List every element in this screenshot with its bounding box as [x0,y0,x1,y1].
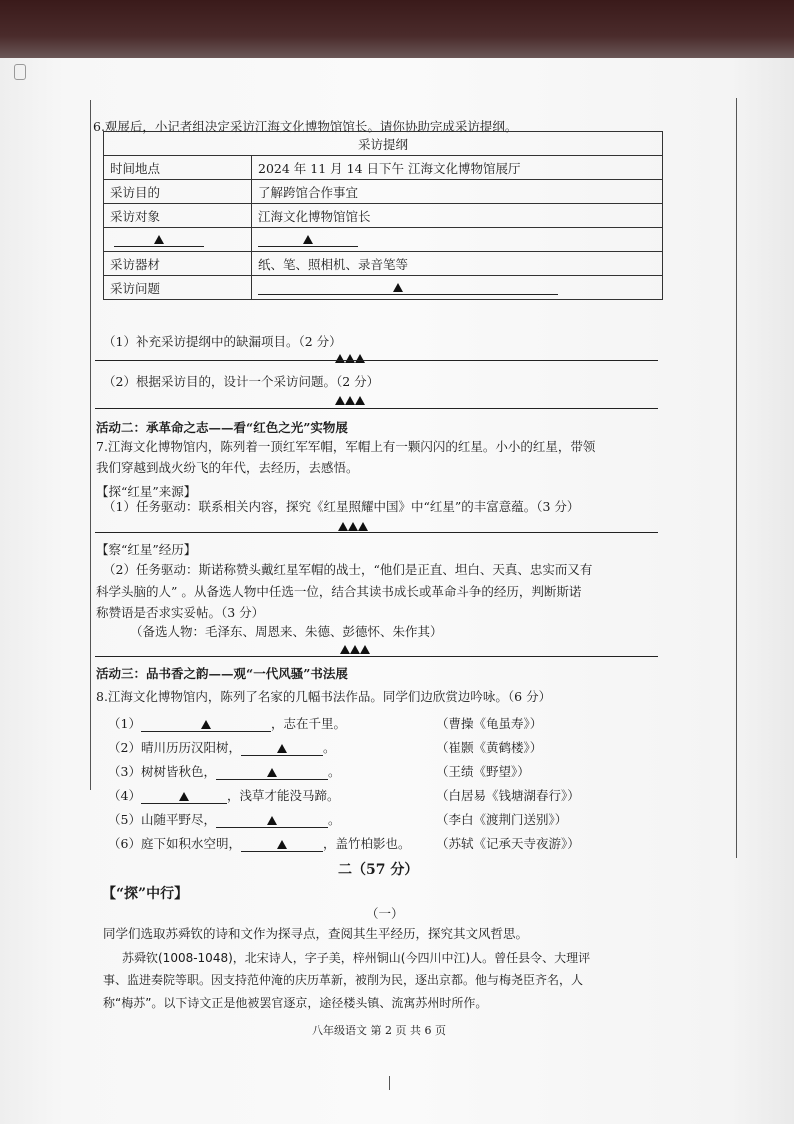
poem-source: （白居易《钱塘湖春行》） [436,788,580,803]
bio-line1: 苏舜钦(1008-1048)，北宋诗人，字子美，梓州铜山(今四川中江)人。曾任县令、大理评 [122,951,591,965]
candidate-list: （备选人物：毛泽东、周恩来、朱德、彭德怀、朱作其） [130,624,443,639]
table-row: 时间地点 2024 年 11 月 14 日下午 江海文化博物馆展厅 [104,156,663,180]
subsection-heading: （一） [366,906,404,921]
part2-heading: 二（57 分） [338,862,419,878]
answer-line[interactable] [95,532,658,533]
table-row [104,228,663,252]
q8-intro: 8.江海文化博物馆内，陈列了名家的几幅书法作品。同学们边欣赏边吟咏。（6 分） [96,689,552,704]
answer-line[interactable] [95,408,658,409]
part2-intro: 同学们选取苏舜钦的诗和文作为探寻点，查阅其生平经历，探究其文风哲思。 [103,926,529,941]
left-margin-rule [90,100,91,790]
observe-line1: （2）任务驱动：斯诺称赞头戴红星军帽的战士，“他们是正直、坦白、天真、忠实而又有 [103,562,593,577]
camera-dark-background [0,0,794,60]
poem-line-4: （4） ，浅草才能没马蹄。 [108,788,340,803]
poem-source: （李白《渡荆门送别》） [436,812,568,827]
binding-mark [14,64,26,80]
answer-blank[interactable] [241,837,323,852]
activity2-title: 活动二：承革命之志——看“红色之光”实物展 [96,420,348,435]
blank-marker-icon [154,235,164,244]
page-footer: 八年级语文 第 2 页 共 6 页 [312,1024,446,1037]
answer-blank[interactable] [258,232,358,247]
q6-sub1: （1）补充采访提纲中的缺漏项目。（2 分） [103,334,342,349]
blank-marker-icon [393,283,403,292]
table-row: 采访目的 了解跨馆合作事宜 [104,180,663,204]
outline-title: 采访提纲 [104,132,663,156]
answer-line[interactable] [95,656,658,657]
table-row: 采访器材 纸、笔、照相机、录音笔等 [104,252,663,276]
answer-markers [335,351,365,367]
activity3-title: 活动三：品书香之韵——观“一代风骚”书法展 [96,666,348,681]
q6-sub2: （2）根据采访目的，设计一个采访问题。（2 分） [103,374,380,389]
right-margin-rule [736,98,737,858]
observe-line2: 科学头脑的人” 。从备选人物中任选一位，结合其读书成长或革命斗争的经历，判断斯诺 [96,584,582,599]
explore-task: （1）任务驱动：联系相关内容，探究《红星照耀中国》中“红星”的丰富意蕴。（3 分） [103,499,580,514]
blank-marker-icon [303,235,313,244]
poem-line-2: （2）晴川历历汉阳树， 。 [108,740,336,755]
q7-line2: 我们穿越到战火纷飞的年代，去经历，去感悟。 [96,460,359,475]
section-heading: 【“探”中行】 [102,886,189,902]
interview-outline-table [103,131,663,300]
explore-heading: 【探“红星”来源】 [96,484,197,499]
table-row: 采访问题 [104,276,663,300]
poem-line-1: （1） ，志在千里。 [108,716,346,731]
answer-blank[interactable] [141,717,271,732]
answer-line[interactable] [95,360,658,361]
bio-line2: 事、监进奏院等职。因支持范仲淹的庆历革新，被削为民，逐出京都。他与梅尧臣齐名，人 [103,973,584,987]
table-row: 采访对象 江海文化博物馆馆长 [104,204,663,228]
poem-source: （苏轼《记承天寺夜游》） [436,836,580,851]
poem-source: （崔颢《黄鹤楼》） [436,740,543,755]
poem-line-6: （6）庭下如积水空明， ，盖竹柏影也。 [108,836,411,851]
answer-blank[interactable] [216,813,328,828]
q7-line1: 7.江海文化博物馆内，陈列着一顶红军军帽，军帽上有一颗闪闪的红星。小小的红星，带领 [96,439,596,454]
q6-intro: 6.观展后，小记者组决定采访江海文化博物馆馆长。请你协助完成采访提纲。 [93,119,518,134]
answer-blank[interactable] [258,280,558,295]
poem-line-3: （3）树树皆秋色， 。 [108,764,341,779]
page-center-tick [389,1076,390,1090]
answer-blank[interactable] [241,741,323,756]
bio-line3: 称“梅苏”。以下诗文正是他被罢官逐京，途径楼头镇、流寓苏州时所作。 [103,996,488,1010]
observe-line3: 称赞语是否求实妥帖。（3 分） [96,605,265,620]
answer-markers [335,393,365,409]
poem-line-5: （5）山随平野尽， 。 [108,812,341,827]
answer-blank[interactable] [141,789,227,804]
answer-blank[interactable] [114,232,204,247]
observe-heading: 【察“红星”经历】 [96,542,197,557]
answer-blank[interactable] [216,765,328,780]
poem-source: （王绩《野望》） [436,764,530,779]
poem-source: （曹操《龟虽寿》） [436,716,543,731]
